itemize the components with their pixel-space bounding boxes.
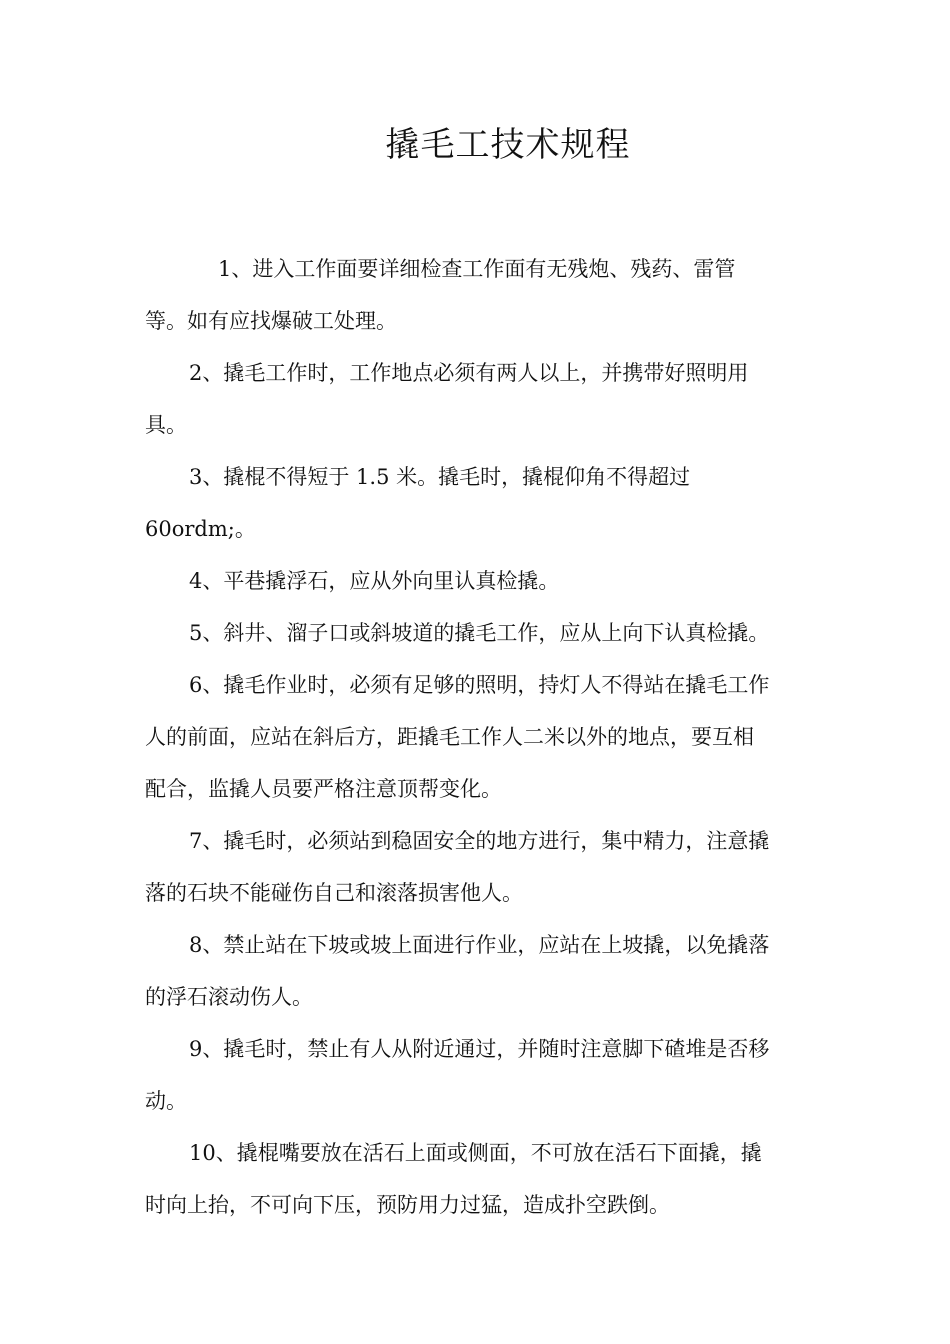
rule-paragraph-3: 3、撬棍不得短于 1.5 米。撬毛时，撬棍仰角不得超过 60ordm;。 — [145, 465, 691, 541]
rule-paragraph-9: 9、撬毛时，禁止有人从附近通过，并随时注意脚下碴堆是否移 动。 — [145, 1037, 770, 1113]
document-body — [145, 243, 810, 1231]
rule-paragraph-7: 7、撬毛时，必须站到稳固安全的地方进行，集中精力，注意撬 落的石块不能碰伤自己和滚落损害他人。 — [145, 829, 770, 905]
rule-paragraph-5: 5、斜井、溜子口或斜坡道的撬毛工作，应从上向下认真检撬。 — [189, 621, 770, 645]
document-title: 撬毛工技术规程 — [385, 125, 631, 165]
rule-paragraph-2: 2、撬毛工作时，工作地点必须有两人以上，并携带好照明用 具。 — [145, 361, 749, 437]
rule-paragraph-1: 1、进入工作面要详细检查工作面有无残炮、残药、雷管 等。如有应找爆破工处理。 — [145, 257, 736, 333]
rule-paragraph-8: 8、禁止站在下坡或坡上面进行作业，应站在上坡撬，以免撬落 的浮石滚动伤人。 — [145, 933, 770, 1009]
rule-paragraph-6: 6、撬毛作业时，必须有足够的照明，持灯人不得站在撬毛工作 人的前面，应站在斜后方，距撬毛工作人二米以外的地点，要互相 配合，监撬人员要严格注意顶帮变化。 — [145, 673, 770, 801]
rule-paragraph-10: 10、撬棍嘴要放在活石上面或侧面，不可放在活石下面撬，撬 时向上抬，不可向下压，预防用力过猛，造成扑空跌倒。 — [145, 1141, 762, 1217]
rule-paragraph-4: 4、平巷撬浮石，应从外向里认真检撬。 — [189, 569, 560, 593]
